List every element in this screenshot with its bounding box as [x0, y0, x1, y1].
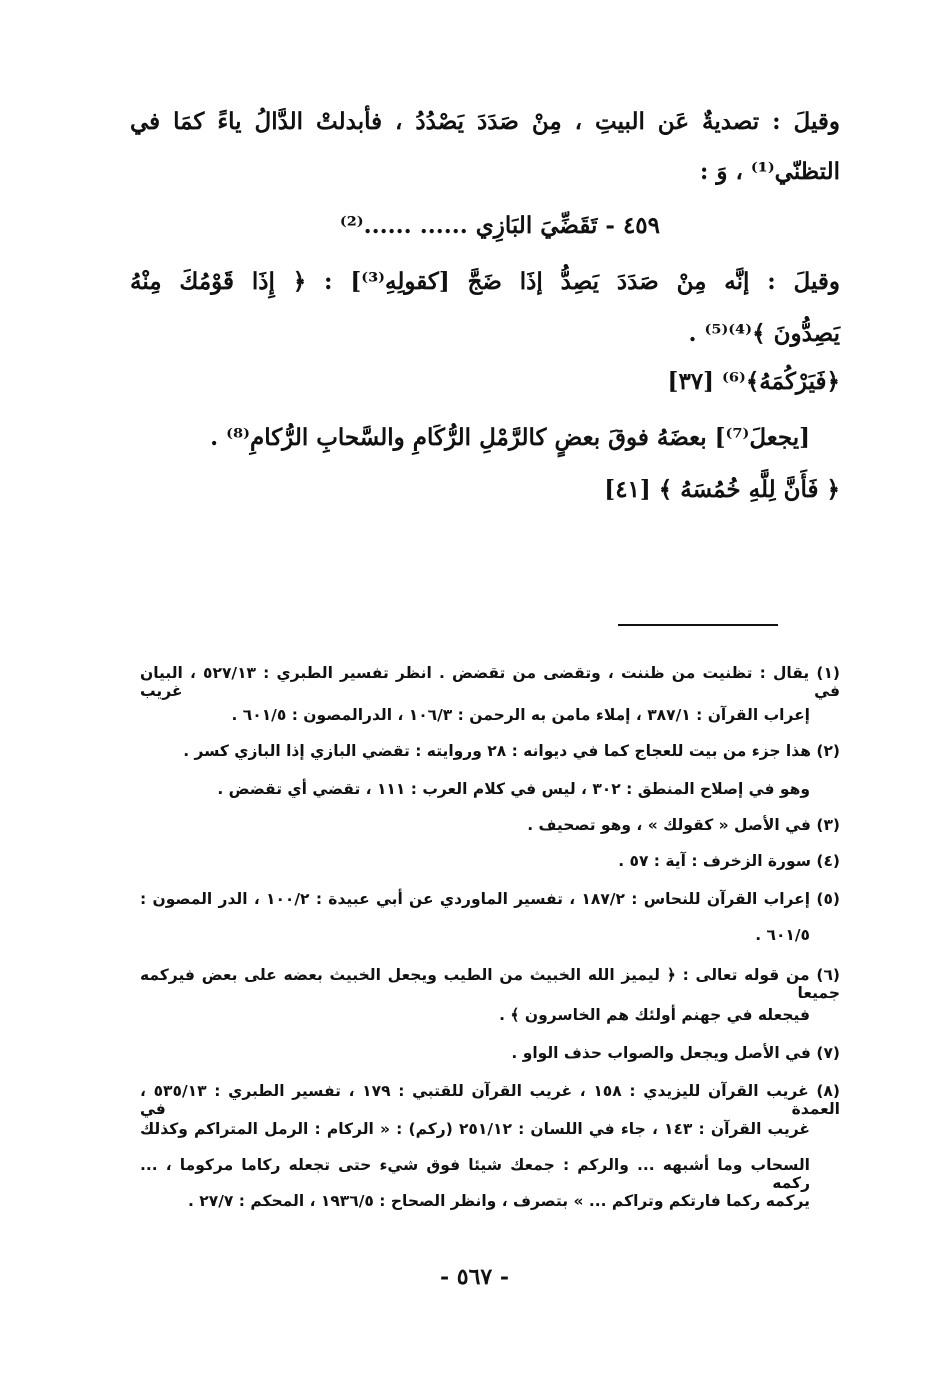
footnote-8-line-3: السحاب وما أشبهه ... والركم : جمعك شيئا فوق شيء حتى تجعله ركاما مركوما ، ... ركمه: [140, 1156, 810, 1192]
footnote-6-line-1: (٦) من قوله تعالى : ﴿ ليميز الله الخبيث من الطيب ويجعل الخبيث بعضه على بعض فيركمه جميعا: [140, 966, 840, 1002]
body-line-1: وقيلَ : تصديةٌ عَن البيتِ ، مِنْ صَدَدَ يَصْدُدُ ، فأبدلتْ الدَّالُ ياءً كمَا في: [130, 108, 840, 135]
footnote-6-line-2: فيجعله في جهنم أولئك هم الخاسرون ﴾ .: [499, 1006, 810, 1024]
quran-phrase-fayarkumahu: ﴿فَيَرْكُمَهُ﴾⁽⁶⁾ [٣٧]: [667, 368, 840, 395]
footnote-2-line-1: (٢) هذا جزء من بيت للعجاج كما في ديوانه : ٢٨ وروايته : تقضي البازي إذا البازي كسر .: [183, 742, 840, 760]
footnote-2-line-2: وهو في إصلاح المنطق : ٣٠٢ ، ليس في كلام العرب : ١١١ ، تقضي أي تقضض .: [217, 780, 810, 798]
poetry-verse-459: ٤٥٩ - تَقَضِّيَ البَازِي ...... ......⁽²⁾: [339, 212, 660, 239]
body-line-2: التظنّي⁽¹⁾ ، وَ :: [699, 158, 840, 185]
page-number: - ٥٦٧ -: [440, 1264, 510, 1290]
body-line-3: وقيلَ : إنَّه مِنْ صَدَدَ يَصِدُّ إذَا ضَجَّ [كقولِهِ⁽³⁾] : ﴿ إِذَا قَوْمُكَ مِنْهُ: [130, 268, 840, 295]
footnote-separator: [618, 624, 778, 626]
body-line-4: يَصِدُّونَ ﴾⁽⁴⁾⁽⁵⁾ .: [688, 320, 840, 347]
footnote-1-line-2: إعراب القرآن : ٣٨٧/١ ، إملاء مامن به الرحمن : ١٠٦/٣ ، الدرالمصون : ٦٠١/٥ .: [231, 706, 810, 724]
footnote-8-line-1: (٨) غريب القرآن لليزيدي : ١٥٨ ، غريب القرآن للقتبي : ١٧٩ ، تفسير الطبري : ٥٣٥/١٣ ، العمدة في: [140, 1082, 840, 1118]
footnote-5-line-1: (٥) إعراب القرآن للنحاس : ١٨٧/٢ ، تفسير الماوردي عن أبي عبيدة : ١٠٠/٢ ، الدر المصون :: [140, 890, 840, 908]
footnote-1-line-1: (١) يقال : تظنيت من ظننت ، وتقضى من تقضض . انظر تفسير الطبري : ٥٢٧/١٣ ، البيان في غريب: [140, 664, 840, 700]
footnote-4: (٤) سورة الزخرف : آية : ٥٧ .: [618, 852, 840, 870]
footnote-3: (٣) في الأصل « كقولك » ، وهو تصحيف .: [527, 816, 840, 834]
footnote-5-line-2: ٦٠١/٥ .: [755, 926, 810, 944]
explanation-line: [يجعلَ⁽⁷⁾] بعضَهُ فوقَ بعضٍ كالرَّمْلِ الرُّكَامِ والسَّحابِ الرُّكامِ⁽⁸⁾ .: [210, 424, 810, 451]
footnote-8-line-2: غريب القرآن : ١٤٣ ، جاء في اللسان : ٢٥١/١٢ (ركم) : « الركام : الرمل المتراكم وكذلك: [140, 1120, 810, 1138]
footnote-7: (٧) في الأصل ويجعل والصواب حذف الواو .: [511, 1044, 840, 1062]
quran-phrase-khumusahu: ﴿ فَأَنَّ لِلَّهِ خُمُسَهُ ﴾ [٤١]: [604, 476, 840, 503]
footnote-8-line-4: يركمه ركما فارتكم وتراكم ... » بتصرف ، وانظر الصحاح : ١٩٣٦/٥ ، المحكم : ٢٧/٧ .: [187, 1192, 810, 1210]
